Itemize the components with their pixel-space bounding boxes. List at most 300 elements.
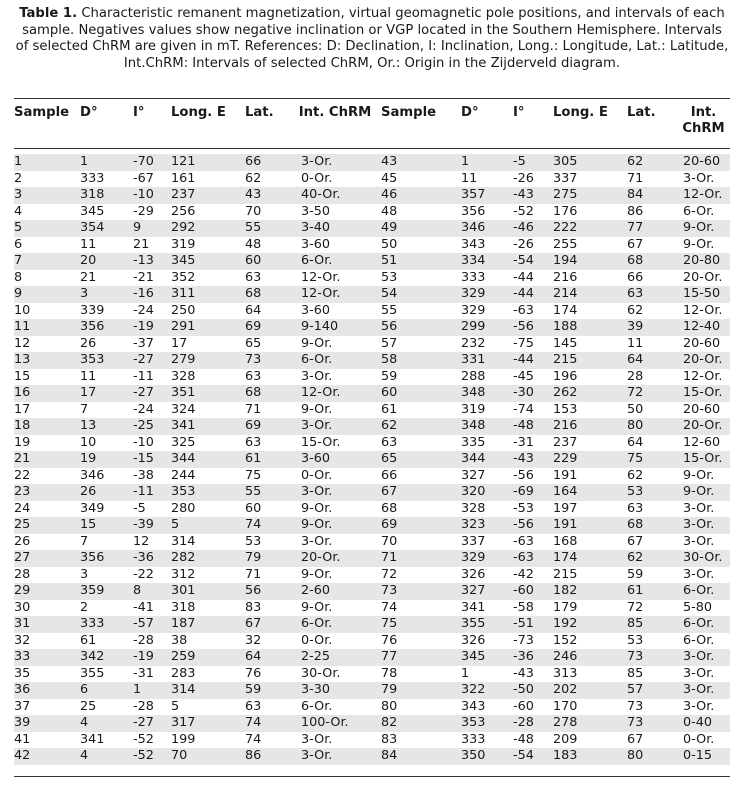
cell-longitude-1: 237 — [171, 187, 245, 204]
table-row — [14, 451, 730, 468]
cell-declination-1: 7 — [80, 533, 89, 549]
cell-sample-2: 84 — [375, 748, 461, 765]
cell-latitude-1: 79 — [245, 550, 295, 567]
table-row — [14, 154, 730, 171]
cell-inclination-2: -43 — [513, 665, 534, 681]
cell-longitude-1: 353 — [171, 484, 245, 501]
cell-sample-2: 46 — [375, 187, 461, 204]
cell-interval-1: 3-60 — [301, 236, 331, 252]
cell-declination-1: 333 — [80, 616, 133, 633]
cell-sample-1: 4 — [14, 203, 23, 219]
cell-inclination-1: -27 — [133, 385, 171, 402]
cell-longitude-2: 174 — [553, 550, 627, 567]
cell-declination-1: 13 — [80, 418, 133, 435]
cell-sample-2: 72 — [381, 566, 398, 582]
cell-declination-1: 1 — [80, 154, 133, 171]
cell-longitude-1: 38 — [171, 632, 188, 648]
cell-declination-1: 17 — [80, 385, 133, 402]
cell-inclination-1: -25 — [133, 418, 171, 435]
cell-inclination-2: -63 — [513, 550, 553, 567]
cell-interval-1: 30-Or. — [301, 665, 341, 681]
cell-sample-2: 71 — [375, 550, 461, 567]
table-row — [14, 715, 730, 732]
cell-inclination-2: -44 — [513, 269, 534, 285]
cell-latitude-2: 73 — [627, 715, 677, 732]
data-table — [14, 105, 730, 765]
cell-longitude-1: 341 — [171, 418, 245, 435]
cell-interval-1: 40-Or. — [295, 187, 375, 204]
cell-latitude-2: 68 — [627, 253, 677, 270]
cell-latitude-1: 65 — [245, 335, 262, 351]
cell-longitude-2: 222 — [553, 220, 627, 237]
cell-latitude-2: 62 — [627, 467, 644, 483]
table-row — [14, 600, 730, 617]
cell-interval-1: 3-40 — [295, 220, 375, 237]
col-header-inclination-1: I° — [133, 105, 145, 120]
cell-longitude-2: 216 — [553, 418, 627, 435]
cell-inclination-1: 1 — [133, 682, 171, 699]
cell-declination-2: 337 — [461, 533, 486, 549]
table-row — [14, 270, 730, 287]
cell-longitude-2: 305 — [553, 154, 627, 171]
cell-longitude-2: 145 — [553, 335, 578, 351]
cell-longitude-1: 345 — [171, 253, 245, 270]
cell-latitude-1: 73 — [245, 352, 295, 369]
cell-sample-2: 57 — [381, 335, 398, 351]
cell-longitude-1: 256 — [171, 203, 196, 219]
cell-sample-2: 63 — [381, 434, 398, 450]
col-header-longitude-1: Long. E — [171, 105, 226, 120]
cell-declination-1: 339 — [80, 302, 105, 318]
cell-latitude-1: 55 — [245, 220, 295, 237]
cell-declination-2: 328 — [461, 500, 486, 516]
cell-sample-1: 39 — [14, 715, 80, 732]
cell-inclination-2: -75 — [513, 335, 534, 351]
cell-latitude-1: 66 — [245, 154, 295, 171]
table-row — [14, 748, 730, 765]
cell-latitude-2: 61 — [627, 583, 677, 600]
cell-sample-1: 30 — [14, 599, 31, 615]
cell-inclination-1: -37 — [133, 335, 154, 351]
cell-sample-2: 67 — [375, 484, 461, 501]
cell-longitude-2: 197 — [553, 500, 578, 516]
cell-interval-2: 9-Or. — [683, 467, 715, 483]
cell-declination-2: 353 — [461, 715, 513, 732]
cell-declination-1: 353 — [80, 352, 133, 369]
cell-interval-2: 3-Or. — [683, 533, 715, 549]
cell-sample-1: 6 — [14, 236, 23, 252]
cell-inclination-2: -73 — [513, 632, 534, 648]
cell-interval-2: 0-40 — [677, 715, 730, 732]
cell-sample-2: 76 — [381, 632, 398, 648]
cell-latitude-1: 60 — [245, 253, 295, 270]
cell-longitude-2: 214 — [553, 286, 627, 303]
cell-latitude-1: 59 — [245, 682, 295, 699]
cell-interval-1: 0-Or. — [301, 632, 333, 648]
cell-sample-1: 15 — [14, 368, 31, 384]
cell-longitude-1: 17 — [171, 335, 188, 351]
table-row — [14, 369, 730, 386]
cell-interval-2: 15-50 — [677, 286, 730, 303]
cell-declination-1: 7 — [80, 401, 89, 417]
cell-inclination-1: 12 — [133, 533, 150, 549]
cell-sample-1: 35 — [14, 665, 31, 681]
cell-sample-2: 54 — [375, 286, 461, 303]
cell-declination-2: 355 — [461, 616, 513, 633]
cell-interval-1: 9-140 — [295, 319, 375, 336]
cell-longitude-1: 351 — [171, 385, 245, 402]
cell-inclination-2: -54 — [513, 253, 553, 270]
cell-sample-1: 18 — [14, 418, 80, 435]
col-header-interval-1: Int. ChRM — [298, 105, 372, 120]
cell-latitude-2: 59 — [627, 566, 644, 582]
cell-sample-2: 59 — [381, 368, 398, 384]
cell-inclination-1: -28 — [133, 698, 154, 714]
cell-longitude-2: 179 — [553, 599, 578, 615]
cell-inclination-2: -58 — [513, 599, 534, 615]
cell-declination-2: 345 — [461, 649, 513, 666]
cell-inclination-1: -29 — [133, 203, 154, 219]
cell-sample-2: 61 — [381, 401, 398, 417]
cell-declination-2: 11 — [461, 170, 478, 186]
table-row — [14, 468, 730, 485]
cell-declination-2: 327 — [461, 467, 486, 483]
cell-latitude-2: 57 — [627, 682, 677, 699]
cell-declination-1: 10 — [80, 434, 97, 450]
cell-inclination-1: -39 — [133, 517, 171, 534]
cell-inclination-2: -43 — [513, 451, 553, 468]
cell-interval-2: 3-Or. — [683, 500, 715, 516]
cell-sample-1: 2 — [14, 170, 23, 186]
cell-declination-1: 11 — [80, 236, 97, 252]
table-row — [14, 567, 730, 584]
cell-longitude-2: 237 — [553, 434, 578, 450]
cell-interval-1: 6-Or. — [295, 253, 375, 270]
cell-sample-2: 79 — [375, 682, 461, 699]
cell-sample-1: 33 — [14, 649, 80, 666]
cell-sample-2: 53 — [381, 269, 398, 285]
cell-inclination-1: -52 — [133, 748, 171, 765]
cell-longitude-1: 311 — [171, 286, 245, 303]
cell-sample-1: 11 — [14, 319, 80, 336]
table-row — [14, 303, 730, 320]
cell-latitude-2: 72 — [627, 385, 677, 402]
cell-inclination-1: -24 — [133, 401, 154, 417]
cell-declination-1: 21 — [80, 269, 97, 285]
cell-sample-1: 42 — [14, 748, 80, 765]
cell-declination-1: 61 — [80, 632, 97, 648]
cell-longitude-1: 5 — [171, 517, 245, 534]
table-row — [14, 633, 730, 650]
cell-longitude-1: 259 — [171, 649, 245, 666]
caption-text: Characteristic remanent magnetization, virtual geomagnetic pole positions, and intervals of each sample. Negatives values show negative inclination or VGP located in the Southern Hemisphere. Intervals of selected ChRM are given in mT. References: D: Declination, I: Inclination, Long.: Longitude, Lat.: Latitude, Int.ChRM: Intervals of selected ChRM, Or.: Origin in the Zijderveld diagram. — [15, 6, 729, 71]
cell-latitude-2: 77 — [627, 220, 677, 237]
cell-longitude-2: 278 — [553, 715, 627, 732]
cell-sample-2: 73 — [375, 583, 461, 600]
cell-declination-1: 354 — [80, 220, 133, 237]
cell-sample-1: 23 — [14, 484, 80, 501]
cell-latitude-2: 28 — [627, 368, 644, 384]
cell-inclination-2: -60 — [513, 583, 553, 600]
col-header-latitude-2: Lat. — [627, 105, 656, 120]
cell-declination-2: 335 — [461, 434, 486, 450]
cell-longitude-2: 174 — [553, 302, 578, 318]
cell-latitude-2: 72 — [627, 599, 644, 615]
cell-interval-2: 3-Or. — [677, 517, 730, 534]
cell-interval-2: 20-Or. — [677, 418, 730, 435]
cell-longitude-2: 188 — [553, 319, 627, 336]
cell-declination-2: 348 — [461, 385, 513, 402]
cell-longitude-1: 318 — [171, 599, 196, 615]
cell-sample-1: 28 — [14, 566, 31, 582]
cell-sample-1: 1 — [14, 154, 80, 171]
cell-declination-1: 318 — [80, 187, 133, 204]
cell-interval-1: 3-Or. — [295, 418, 375, 435]
cell-sample-2: 66 — [381, 467, 398, 483]
cell-latitude-2: 85 — [627, 616, 677, 633]
cell-inclination-2: -30 — [513, 385, 553, 402]
cell-inclination-1: -27 — [133, 352, 171, 369]
table-body — [14, 154, 730, 765]
cell-declination-1: 333 — [80, 170, 105, 186]
cell-sample-1: 24 — [14, 500, 31, 516]
cell-inclination-2: -54 — [513, 748, 553, 765]
cell-interval-1: 3-50 — [301, 203, 331, 219]
cell-interval-1: 3-Or. — [301, 533, 333, 549]
cell-interval-1: 9-Or. — [295, 517, 375, 534]
cell-latitude-2: 66 — [627, 269, 644, 285]
cell-inclination-1: -10 — [133, 187, 171, 204]
cell-inclination-1: -27 — [133, 715, 171, 732]
cell-latitude-2: 80 — [627, 418, 677, 435]
cell-inclination-1: -41 — [133, 599, 154, 615]
cell-inclination-2: -44 — [513, 286, 553, 303]
cell-longitude-2: 152 — [553, 632, 578, 648]
cell-latitude-2: 53 — [627, 484, 677, 501]
col-header-interval-2: Int. ChRM — [682, 105, 725, 136]
cell-interval-2: 30-Or. — [677, 550, 730, 567]
cell-interval-2: 15-Or. — [677, 385, 730, 402]
table-row — [14, 501, 730, 518]
cell-sample-1: 32 — [14, 632, 31, 648]
cell-interval-2: 15-Or. — [677, 451, 730, 468]
cell-longitude-2: 176 — [553, 203, 578, 219]
cell-longitude-2: 255 — [553, 236, 578, 252]
cell-sample-1: 9 — [14, 286, 80, 303]
cell-latitude-1: 55 — [245, 484, 295, 501]
cell-sample-1: 22 — [14, 467, 31, 483]
cell-interval-1: 6-Or. — [295, 616, 375, 633]
cell-latitude-2: 63 — [627, 286, 677, 303]
cell-sample-2: 83 — [381, 731, 398, 747]
cell-sample-2: 80 — [381, 698, 398, 714]
cell-longitude-2: 229 — [553, 451, 627, 468]
cell-longitude-2: 164 — [553, 484, 627, 501]
cell-declination-2: 320 — [461, 484, 513, 501]
cell-interval-1: 3-Or. — [301, 368, 333, 384]
cell-inclination-1: -19 — [133, 319, 171, 336]
col-header-longitude-2: Long. E — [553, 105, 608, 120]
cell-latitude-2: 67 — [627, 731, 644, 747]
cell-latitude-2: 86 — [627, 203, 644, 219]
cell-inclination-2: -52 — [513, 203, 534, 219]
cell-inclination-1: -13 — [133, 253, 171, 270]
cell-latitude-2: 62 — [627, 550, 677, 567]
cell-inclination-1: -15 — [133, 451, 171, 468]
cell-latitude-1: 74 — [245, 517, 295, 534]
cell-interval-1: 12-Or. — [295, 286, 375, 303]
cell-longitude-1: 328 — [171, 368, 196, 384]
cell-latitude-2: 53 — [627, 632, 644, 648]
cell-inclination-2: -42 — [513, 566, 534, 582]
cell-latitude-2: 64 — [627, 434, 644, 450]
col-header-latitude-1: Lat. — [245, 105, 274, 120]
cell-declination-2: 331 — [461, 352, 513, 369]
cell-latitude-1: 63 — [245, 269, 262, 285]
cell-interval-2: 12-Or. — [683, 368, 723, 384]
cell-latitude-2: 68 — [627, 517, 677, 534]
cell-declination-1: 26 — [80, 484, 133, 501]
cell-sample-2: 74 — [381, 599, 398, 615]
cell-declination-2: 350 — [461, 748, 513, 765]
cell-latitude-1: 63 — [245, 698, 262, 714]
cell-inclination-2: -26 — [513, 236, 534, 252]
cell-inclination-2: -44 — [513, 352, 553, 369]
cell-inclination-1: -11 — [133, 484, 171, 501]
cell-longitude-1: 280 — [171, 500, 196, 516]
cell-latitude-1: 71 — [245, 566, 262, 582]
cell-longitude-2: 192 — [553, 616, 627, 633]
cell-longitude-2: 170 — [553, 698, 578, 714]
cell-declination-2: 333 — [461, 731, 486, 747]
cell-latitude-1: 76 — [245, 665, 262, 681]
cell-sample-2: 69 — [375, 517, 461, 534]
cell-longitude-1: 301 — [171, 583, 245, 600]
cell-sample-2: 65 — [375, 451, 461, 468]
cell-interval-1: 3-30 — [295, 682, 375, 699]
cell-latitude-1: 63 — [245, 368, 262, 384]
cell-interval-2: 3-Or. — [683, 566, 715, 582]
cell-inclination-1: -31 — [133, 665, 154, 681]
cell-interval-1: 0-Or. — [301, 467, 333, 483]
cell-declination-1: 342 — [80, 649, 133, 666]
cell-inclination-1: 21 — [133, 236, 150, 252]
cell-interval-2: 12-Or. — [683, 302, 723, 318]
cell-declination-1: 356 — [80, 319, 133, 336]
cell-sample-2: 62 — [375, 418, 461, 435]
table-row — [14, 699, 730, 716]
cell-interval-1: 9-Or. — [301, 566, 333, 582]
cell-sample-1: 19 — [14, 434, 31, 450]
cell-interval-2: 3-Or. — [677, 682, 730, 699]
cell-inclination-2: -56 — [513, 517, 553, 534]
table-row — [14, 583, 730, 600]
cell-declination-1: 26 — [80, 335, 97, 351]
cell-sample-2: 50 — [381, 236, 398, 252]
cell-interval-1: 9-Or. — [301, 401, 333, 417]
table-row — [14, 402, 730, 419]
table-caption — [14, 6, 730, 72]
cell-latitude-2: 39 — [627, 319, 677, 336]
cell-inclination-2: -51 — [513, 616, 553, 633]
cell-interval-2: 9-Or. — [677, 484, 730, 501]
cell-sample-1: 25 — [14, 517, 80, 534]
cell-interval-2: 5-80 — [683, 599, 713, 615]
cell-latitude-1: 71 — [245, 401, 262, 417]
cell-inclination-2: -46 — [513, 220, 553, 237]
cell-sample-2: 45 — [381, 170, 398, 186]
cell-longitude-2: 202 — [553, 682, 627, 699]
cell-interval-1: 9-Or. — [301, 599, 333, 615]
cell-latitude-1: 43 — [245, 187, 295, 204]
cell-longitude-1: 314 — [171, 533, 196, 549]
table-row — [14, 385, 730, 402]
cell-longitude-2: 153 — [553, 401, 578, 417]
cell-inclination-1: -24 — [133, 302, 154, 318]
cell-inclination-2: -26 — [513, 170, 534, 186]
cell-inclination-1: 8 — [133, 583, 171, 600]
cell-longitude-1: 312 — [171, 566, 196, 582]
cell-longitude-1: 325 — [171, 434, 196, 450]
cell-inclination-2: -28 — [513, 715, 553, 732]
table-row — [14, 418, 730, 435]
cell-inclination-2: -48 — [513, 731, 534, 747]
cell-declination-2: 232 — [461, 335, 486, 351]
cell-longitude-2: 337 — [553, 170, 578, 186]
cell-longitude-2: 191 — [553, 517, 627, 534]
cell-sample-2: 77 — [375, 649, 461, 666]
cell-interval-2: 12-60 — [683, 434, 721, 450]
cell-longitude-1: 352 — [171, 269, 196, 285]
cell-interval-1: 3-Or. — [295, 484, 375, 501]
cell-interval-2: 12-Or. — [677, 187, 730, 204]
cell-declination-1: 346 — [80, 467, 105, 483]
cell-inclination-2: -5 — [513, 154, 553, 171]
cell-interval-2: 20-60 — [677, 154, 730, 171]
cell-sample-2: 55 — [381, 302, 398, 318]
cell-longitude-1: 70 — [171, 748, 245, 765]
cell-sample-2: 78 — [381, 665, 398, 681]
cell-sample-2: 60 — [375, 385, 461, 402]
col-header-sample-2: Sample — [381, 105, 437, 120]
cell-latitude-1: 48 — [245, 236, 262, 252]
cell-inclination-1: -38 — [133, 467, 154, 483]
cell-latitude-1: 68 — [245, 286, 295, 303]
cell-declination-2: 357 — [461, 187, 513, 204]
cell-interval-1: 2-60 — [295, 583, 375, 600]
cell-declination-1: 11 — [80, 368, 97, 384]
cell-longitude-1: 283 — [171, 665, 196, 681]
table-row — [14, 336, 730, 353]
cell-interval-2: 0-15 — [677, 748, 730, 765]
cell-declination-1: 19 — [80, 451, 133, 468]
cell-interval-2: 20-60 — [683, 401, 721, 417]
cell-latitude-1: 68 — [245, 385, 295, 402]
cell-declination-1: 355 — [80, 665, 105, 681]
table-row — [14, 682, 730, 699]
cell-sample-2: 68 — [381, 500, 398, 516]
cell-longitude-2: 182 — [553, 583, 627, 600]
cell-interval-2: 3-Or. — [677, 649, 730, 666]
cell-longitude-1: 187 — [171, 616, 245, 633]
cell-sample-2: 56 — [375, 319, 461, 336]
cell-declination-1: 4 — [80, 715, 133, 732]
cell-declination-2: 299 — [461, 319, 513, 336]
cell-inclination-1: -70 — [133, 154, 171, 171]
cell-interval-2: 3-Or. — [683, 665, 715, 681]
cell-inclination-1: -28 — [133, 632, 154, 648]
cell-latitude-1: 67 — [245, 616, 295, 633]
